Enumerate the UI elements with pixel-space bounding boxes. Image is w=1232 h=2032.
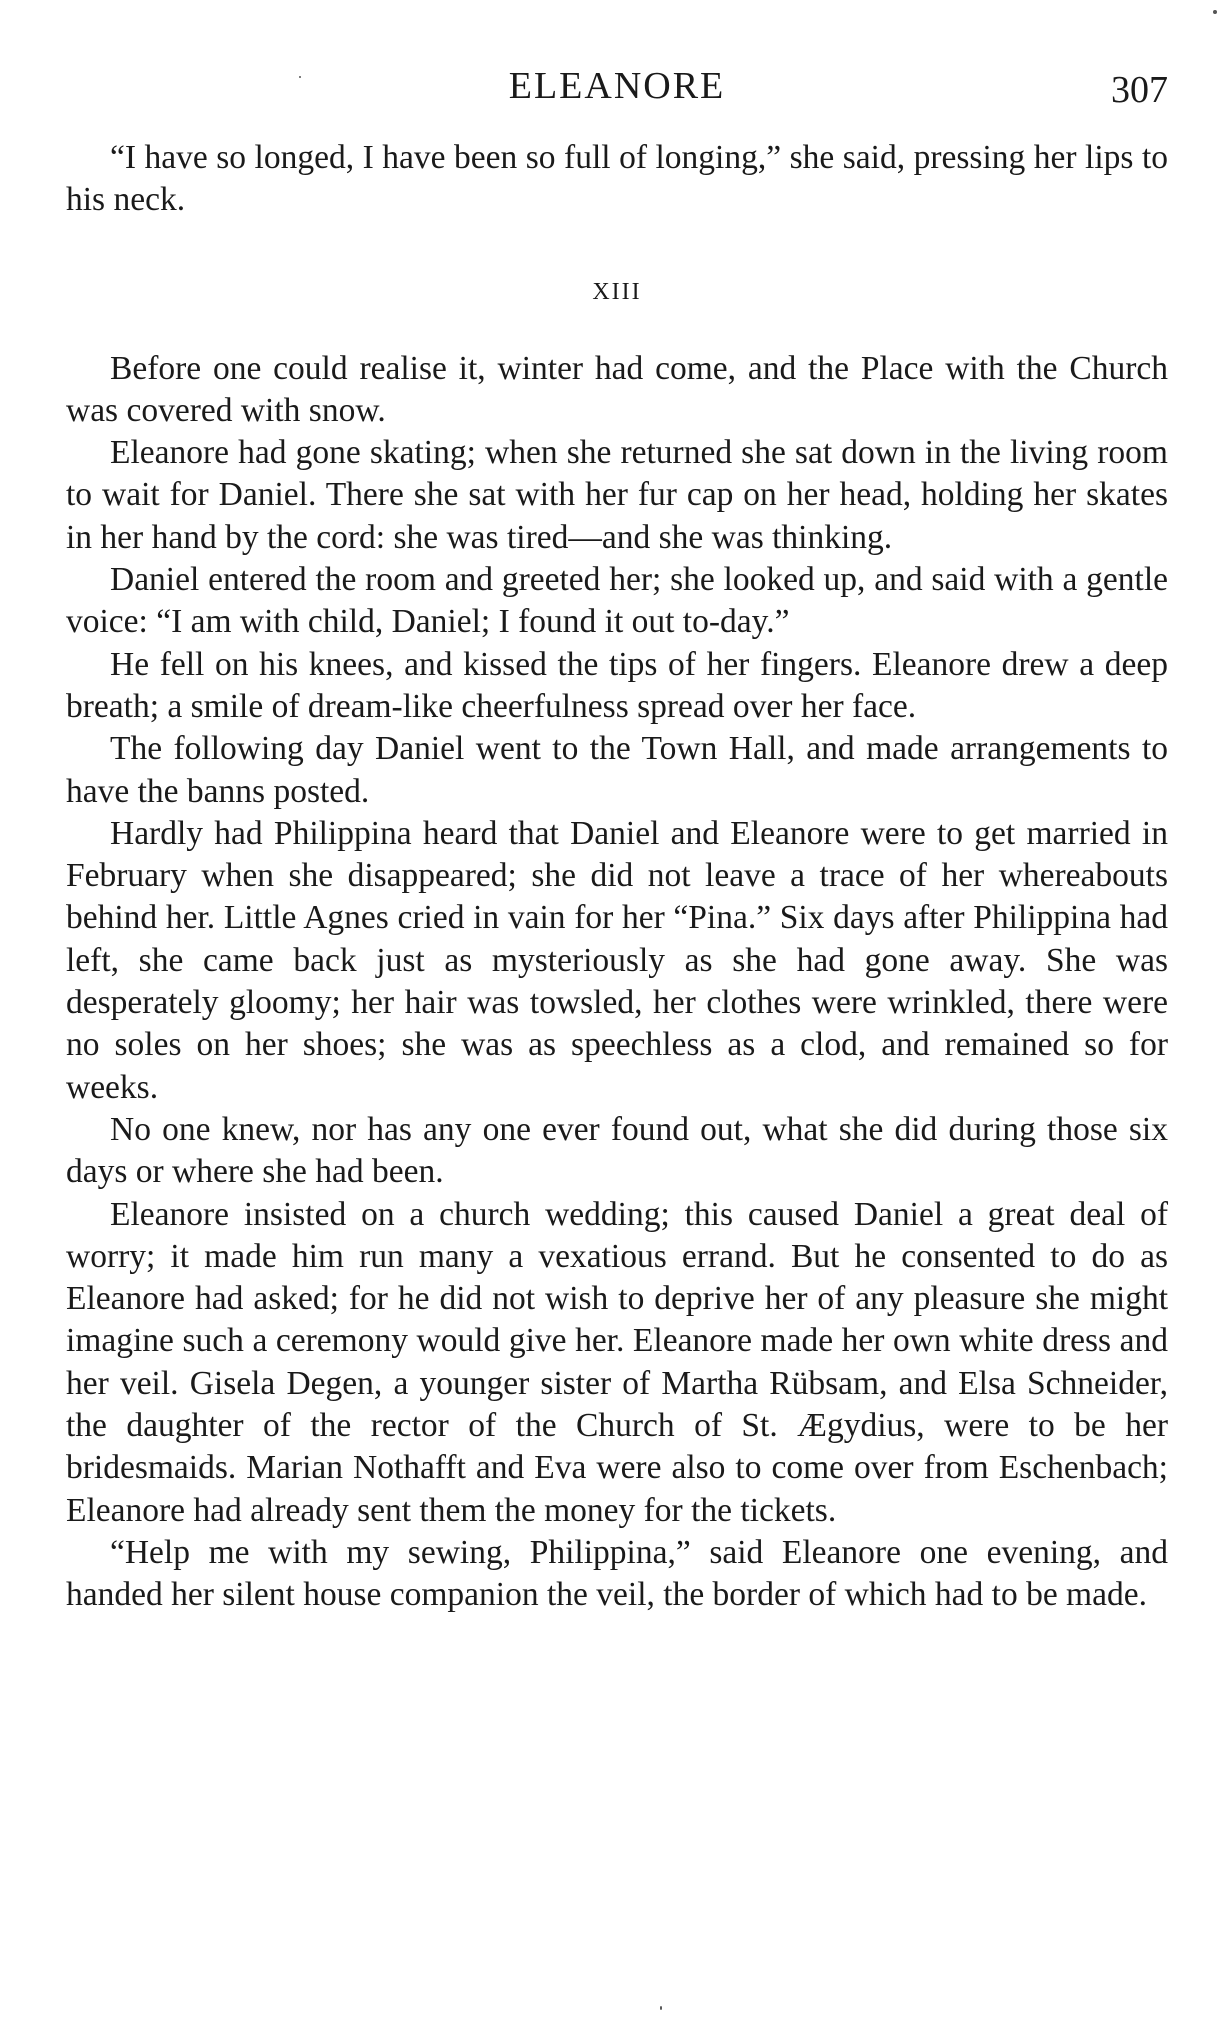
paragraph: No one knew, nor has any one ever found out, what she did during those six days or where she had been. xyxy=(66,1110,1168,1191)
print-speck xyxy=(660,2006,662,2010)
paragraph: Eleanore had gone skating; when she returned she sat down in the living room to wait for Daniel. There she sat with her fur cap on her head, holding her skates in her hand by the cord: she was tired—and she was thinking. xyxy=(66,434,1168,556)
print-speck xyxy=(299,76,301,78)
paragraph: Daniel entered the room and greeted her; she looked up, and said with a gentle voice: “I am with child, Daniel; I found it out to-day.” xyxy=(66,561,1168,641)
paragraph: Hardly had Philippina heard that Daniel and Eleanore were to get married in February when she disappeared; she did not leave a trace of her whereabouts behind her. Little Agnes cried in vain for her “Pina.” Six days after Philippina had left, she came back just as mysteriously as she had gone away. She was desperately gloomy; her hair was towsled, her clothes were wrinkled, there were no soles on her shoes; she was as speechless as a clod, and remained so for weeks. xyxy=(66,814,1168,1106)
paragraph: The following day Daniel went to the Town Hall, and made arrangements to have the banns posted. xyxy=(66,730,1168,810)
paragraph: “I have so longed, I have been so full of longing,” she said, pressing her lips to his neck. xyxy=(66,139,1168,219)
body-text xyxy=(66,137,1168,1617)
print-speck xyxy=(1213,10,1217,14)
running-head xyxy=(66,58,1168,114)
running-title: ELEANORE xyxy=(508,65,726,107)
section-heading: XIII xyxy=(592,278,642,305)
paragraph: Eleanore insisted on a church wedding; this caused Daniel a great deal of worry; it made him run many a vexatious errand. But he consented to do as Eleanore had asked; for he did not wish to deprive her of any pleasure she might imagine such a ceremony would give her. Eleanore made her own white dress and her veil. Gisela Degen, a younger sister of Martha Rübsam, and Elsa Schneider, the daughter of the rector of the Church of St. Ægydius, were to be her bridesmaids. Marian Nothafft and Eva were also to come over from Eschenbach; Eleanore had already sent them the money for the tickets. xyxy=(66,1195,1168,1529)
page-number: 307 xyxy=(1111,69,1168,111)
paragraph: He fell on his knees, and kissed the tips of her fingers. Eleanore drew a deep breath; a smile of dream-like cheerfulness spread over her face. xyxy=(66,645,1168,725)
paragraph: Before one could realise it, winter had come, and the Place with the Church was covered with snow. xyxy=(66,349,1168,429)
paragraph: “Help me with my sewing, Philippina,” said Eleanore one evening, and handed her silent house companion the veil, the border of which had to be made. xyxy=(66,1533,1168,1614)
